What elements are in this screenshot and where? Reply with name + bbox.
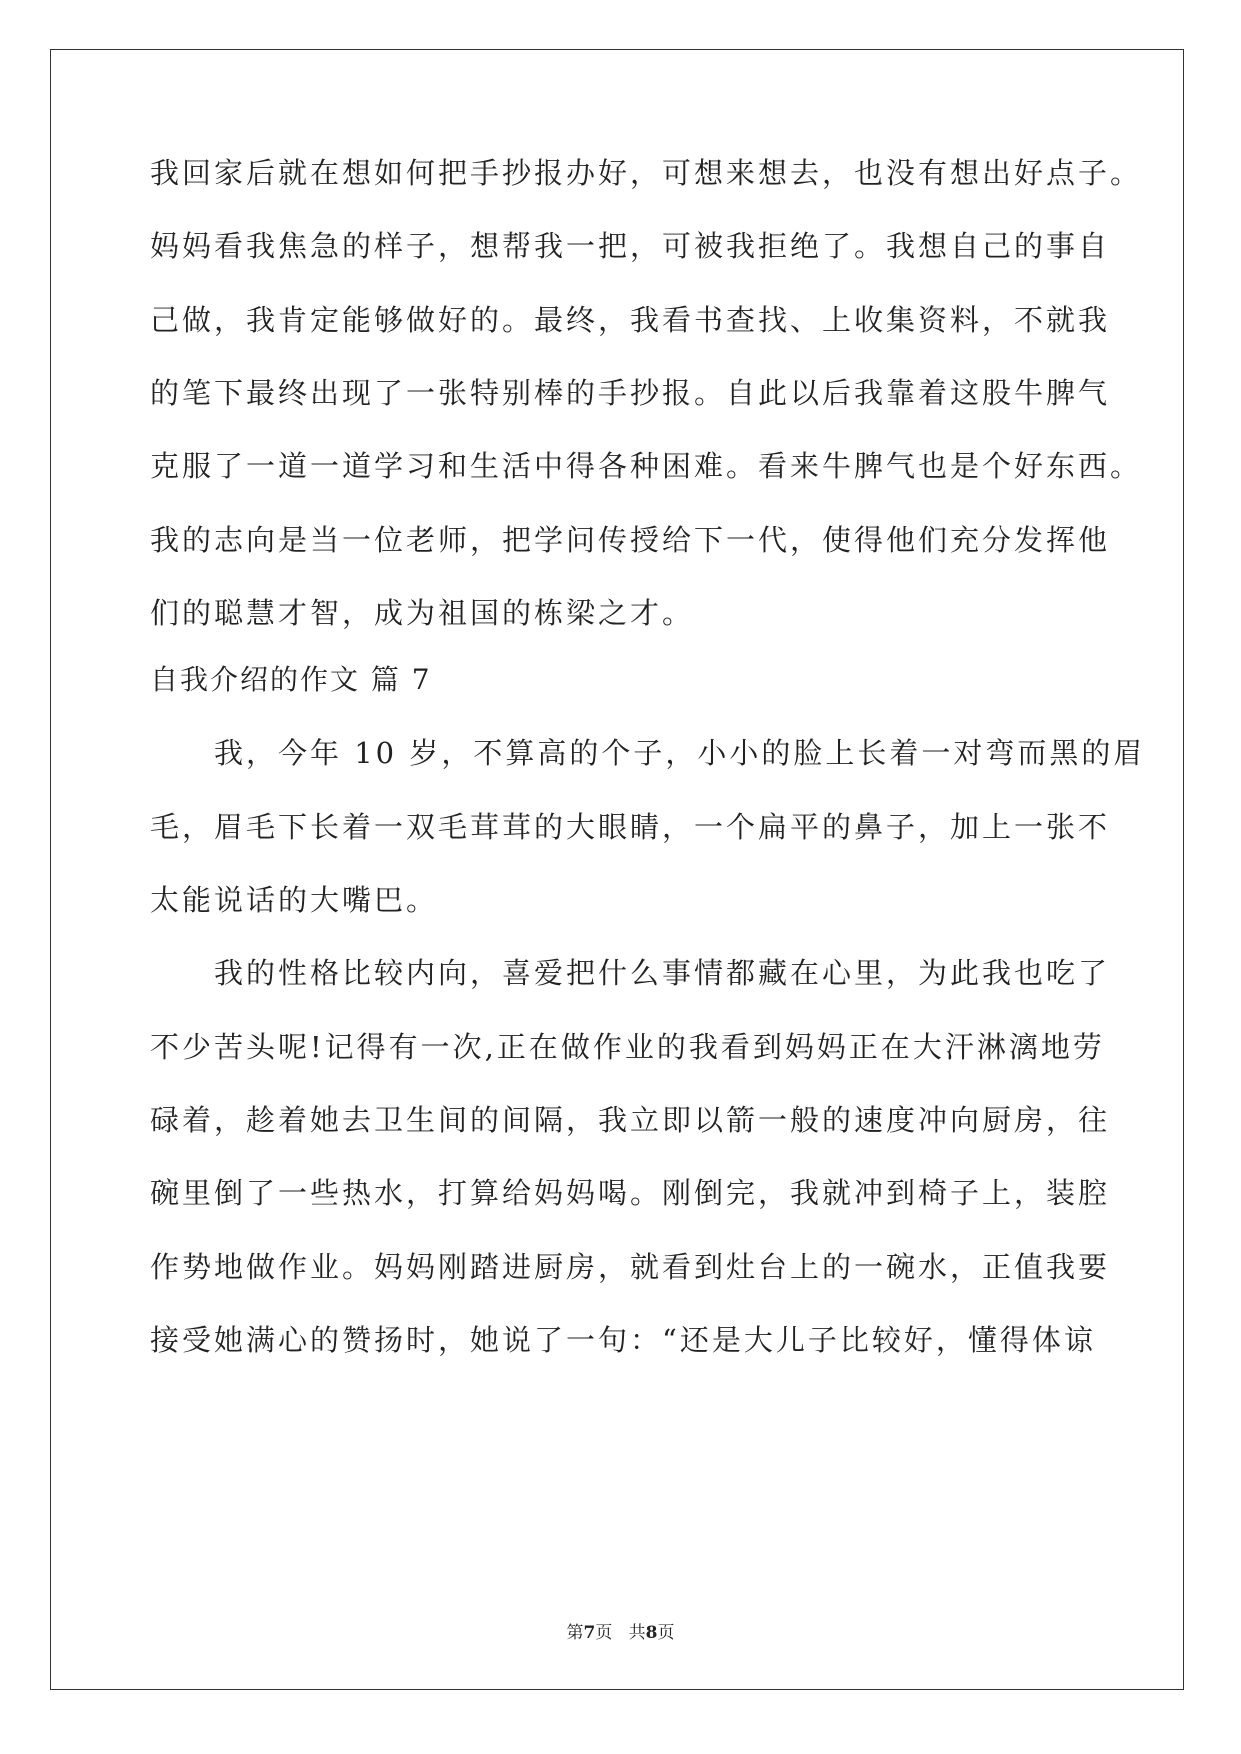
total-page-number: 8	[645, 1623, 658, 1643]
paragraph-line: 不少苦头呢!记得有一次,正在做作业的我看到妈妈正在大汗淋漓地劳	[150, 1030, 1105, 1064]
paragraph-line: 我的性格比较内向，喜爱把什么事情都藏在心里，为此我也吃了	[214, 956, 1111, 990]
page-border	[50, 49, 1184, 1690]
page-footer	[0, 1618, 1241, 1643]
paragraph-line: 作势地做作业。妈妈刚踏进厨房，就看到灶台上的一碗水，正值我要	[150, 1250, 1111, 1284]
footer-total-suffix: 页	[657, 1623, 675, 1643]
footer-total-prefix: 共	[628, 1623, 646, 1643]
section-heading: 自我介绍的作文 篇 7	[150, 663, 432, 696]
current-page-number: 7	[583, 1623, 596, 1643]
footer-prefix: 第	[566, 1623, 584, 1643]
paragraph-line: 我，今年 10 岁，不算高的个子，小小的脸上长着一对弯而黑的眉	[214, 736, 1146, 770]
paragraph-line: 毛，眉毛下长着一双毛茸茸的大眼睛，一个扁平的鼻子，加上一张不	[150, 810, 1111, 844]
paragraph-line: 我的志向是当一位老师，把学问传授给下一代，使得他们充分发挥他	[150, 523, 1111, 557]
paragraph-line: 碗里倒了一些热水，打算给妈妈喝。刚倒完，我就冲到椅子上，装腔	[150, 1176, 1111, 1210]
paragraph-line: 太能说话的大嘴巴。	[150, 883, 439, 917]
paragraph-line: 接受她满心的赞扬时，她说了一句：“还是大儿子比较好，懂得体谅	[150, 1323, 1096, 1357]
paragraph-line: 碌着，趁着她去卫生间的间隔，我立即以箭一般的速度冲向厨房，往	[150, 1103, 1111, 1137]
paragraph-line: 己做，我肯定能够做好的。最终，我看书查找、上收集资料，不就我	[150, 303, 1111, 337]
paragraph-line: 们的聪慧才智，成为祖国的栋梁之才。	[150, 596, 695, 630]
paragraph-line: 我回家后就在想如何把手抄报办好，可想来想去，也没有想出好点子。	[150, 156, 1143, 190]
paragraph-line: 的笔下最终出现了一张特别棒的手抄报。自此以后我靠着这股牛脾气	[150, 376, 1111, 410]
paragraph-line: 克服了一道一道学习和生活中得各种困难。看来牛脾气也是个好东西。	[150, 449, 1143, 483]
footer-page-suffix: 页	[595, 1623, 613, 1643]
paragraph-line: 妈妈看我焦急的样子，想帮我一把，可被我拒绝了。我想自己的事自	[150, 229, 1111, 263]
